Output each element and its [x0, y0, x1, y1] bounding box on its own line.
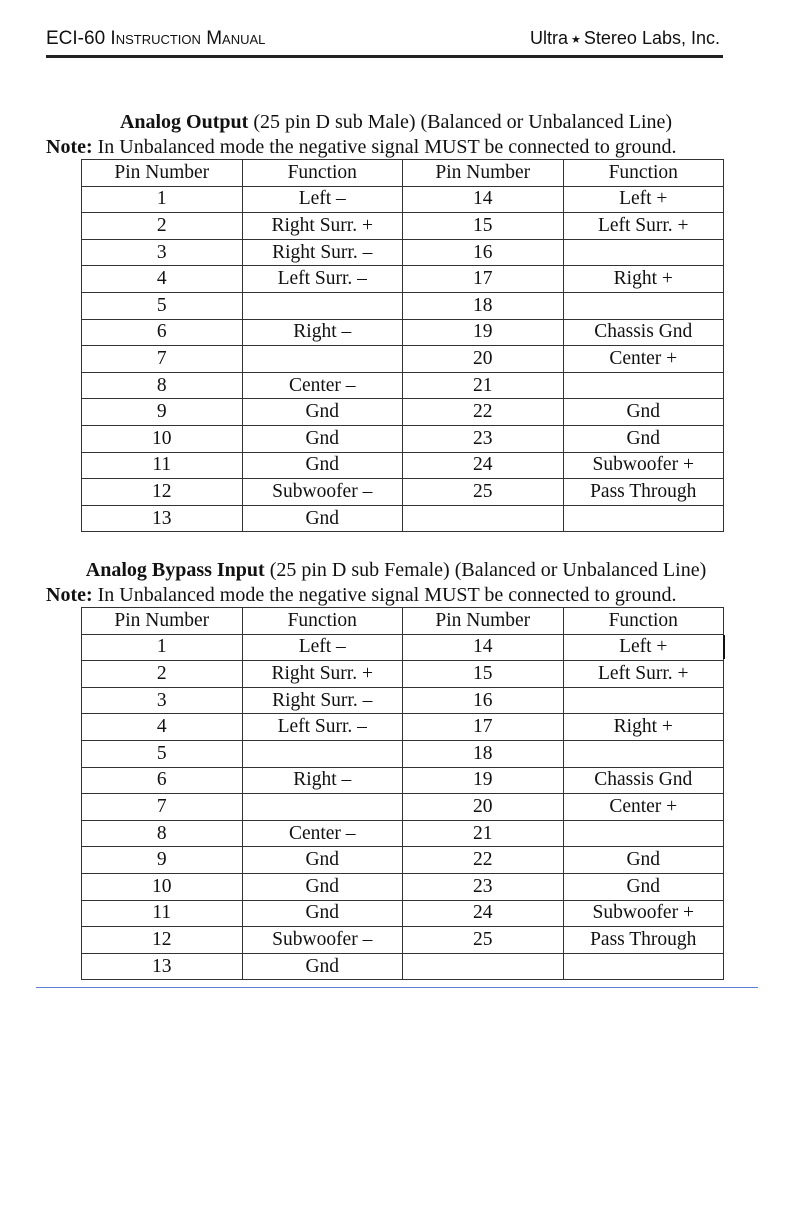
table-row	[82, 873, 724, 900]
pin-number-cell: 9	[82, 399, 243, 426]
table-row	[82, 661, 724, 688]
table-row	[82, 213, 724, 240]
pin-number-cell	[403, 505, 564, 532]
table-row	[82, 319, 724, 346]
table-row	[82, 847, 724, 874]
table-row	[82, 186, 724, 213]
column-header: Function	[242, 160, 403, 187]
section-title-analog-output	[0, 110, 792, 134]
section-note	[46, 583, 766, 607]
table-row	[82, 794, 724, 821]
function-cell: Chassis Gnd	[563, 319, 724, 346]
pin-number-cell: 16	[403, 687, 564, 714]
function-cell: Gnd	[563, 425, 724, 452]
footer-divider	[36, 987, 758, 988]
pin-number-cell: 21	[403, 820, 564, 847]
function-cell: Center +	[563, 346, 724, 373]
function-cell	[563, 740, 724, 767]
function-cell: Right +	[563, 266, 724, 293]
pin-number-cell: 13	[82, 505, 243, 532]
function-cell: Pass Through	[563, 479, 724, 506]
function-cell: Right Surr. +	[242, 661, 403, 688]
table-row	[82, 239, 724, 266]
table-row	[82, 767, 724, 794]
manual-title	[46, 28, 265, 50]
pin-number-cell	[403, 953, 564, 980]
doc-id: ECI-60	[46, 28, 106, 49]
function-cell: Center –	[242, 820, 403, 847]
table-row	[82, 452, 724, 479]
company-name	[530, 28, 720, 49]
pin-number-cell: 12	[82, 927, 243, 954]
function-cell: Gnd	[242, 953, 403, 980]
pin-number-cell: 20	[403, 794, 564, 821]
column-header: Function	[563, 608, 724, 635]
function-cell: Right +	[563, 714, 724, 741]
section-title-bold: Analog Output	[119, 111, 249, 133]
column-header: Pin Number	[403, 608, 564, 635]
pin-number-cell: 19	[403, 319, 564, 346]
pin-number-cell: 15	[403, 661, 564, 688]
table-header-row	[82, 160, 724, 187]
pin-number-cell: 18	[403, 740, 564, 767]
function-cell: Left Surr. +	[563, 661, 724, 688]
pin-number-cell: 22	[403, 399, 564, 426]
function-cell: Gnd	[242, 847, 403, 874]
table-row	[82, 634, 724, 661]
pin-number-cell: 4	[82, 714, 243, 741]
table-row	[82, 505, 724, 532]
table-row	[82, 714, 724, 741]
pin-number-cell: 15	[403, 213, 564, 240]
table-row	[82, 740, 724, 767]
table-row	[82, 372, 724, 399]
pin-number-cell: 8	[82, 372, 243, 399]
section-title-bold: Analog Bypass Input	[85, 559, 265, 581]
function-cell: Gnd	[563, 399, 724, 426]
pin-number-cell: 11	[82, 900, 243, 927]
pin-number-cell: 3	[82, 687, 243, 714]
note-label: Note:	[46, 584, 93, 606]
function-cell: Subwoofer +	[563, 452, 724, 479]
table-row	[82, 399, 724, 426]
table-row	[82, 687, 724, 714]
column-header: Pin Number	[82, 160, 243, 187]
function-cell: Gnd	[242, 900, 403, 927]
pin-number-cell: 16	[403, 239, 564, 266]
pin-number-cell: 21	[403, 372, 564, 399]
column-header: Pin Number	[403, 160, 564, 187]
pin-number-cell: 19	[403, 767, 564, 794]
function-cell: Gnd	[242, 452, 403, 479]
function-cell	[563, 820, 724, 847]
pin-number-cell: 14	[403, 186, 564, 213]
column-header: Function	[563, 160, 724, 187]
function-cell: Left +	[563, 186, 724, 213]
pin-number-cell: 6	[82, 319, 243, 346]
function-cell: Left +	[563, 634, 724, 661]
function-cell: Left Surr. –	[242, 266, 403, 293]
function-cell: Left –	[242, 634, 403, 661]
pin-number-cell: 3	[82, 239, 243, 266]
note-text: In Unbalanced mode the negative signal MUST be connected to ground.	[92, 584, 677, 606]
function-cell	[242, 292, 403, 319]
pin-number-cell: 1	[82, 186, 243, 213]
function-cell: Left –	[242, 186, 403, 213]
function-cell: Gnd	[563, 847, 724, 874]
pin-number-cell: 20	[403, 346, 564, 373]
note-label: Note:	[46, 136, 93, 158]
function-cell	[563, 292, 724, 319]
table-row	[82, 927, 724, 954]
function-cell: Gnd	[242, 873, 403, 900]
pin-number-cell: 4	[82, 266, 243, 293]
table-row	[82, 479, 724, 506]
pin-number-cell: 11	[82, 452, 243, 479]
pin-table-analog-bypass-input	[81, 607, 724, 980]
function-cell: Left Surr. +	[563, 213, 724, 240]
function-cell: Subwoofer –	[242, 927, 403, 954]
pin-number-cell: 12	[82, 479, 243, 506]
table-row	[82, 953, 724, 980]
table-row	[82, 346, 724, 373]
function-cell: Right Surr. –	[242, 687, 403, 714]
pin-number-cell: 5	[82, 292, 243, 319]
function-cell: Gnd	[242, 425, 403, 452]
page-header	[46, 26, 723, 58]
function-cell: Right –	[242, 319, 403, 346]
pin-number-cell: 23	[403, 873, 564, 900]
pin-number-cell: 13	[82, 953, 243, 980]
pin-number-cell: 8	[82, 820, 243, 847]
function-cell	[242, 740, 403, 767]
function-cell: Left Surr. –	[242, 714, 403, 741]
function-cell: Pass Through	[563, 927, 724, 954]
pin-number-cell: 10	[82, 873, 243, 900]
pin-number-cell: 9	[82, 847, 243, 874]
pin-number-cell: 17	[403, 714, 564, 741]
function-cell	[563, 372, 724, 399]
pin-number-cell: 10	[82, 425, 243, 452]
company-suffix: Stereo Labs, Inc.	[583, 28, 720, 48]
section-note	[46, 135, 766, 159]
pin-number-cell: 6	[82, 767, 243, 794]
star-icon: ★	[571, 34, 581, 46]
function-cell: Chassis Gnd	[563, 767, 724, 794]
function-cell	[242, 794, 403, 821]
pin-number-cell: 2	[82, 661, 243, 688]
function-cell	[563, 239, 724, 266]
function-cell	[242, 346, 403, 373]
function-cell	[563, 953, 724, 980]
doc-title: Instruction Manual	[110, 28, 266, 49]
pin-number-cell: 25	[403, 927, 564, 954]
pin-number-cell: 17	[403, 266, 564, 293]
function-cell: Subwoofer –	[242, 479, 403, 506]
text-cursor	[723, 635, 725, 659]
function-cell: Subwoofer +	[563, 900, 724, 927]
function-cell: Gnd	[563, 873, 724, 900]
pin-table-analog-output	[81, 159, 724, 532]
pin-number-cell: 23	[403, 425, 564, 452]
function-cell: Center –	[242, 372, 403, 399]
table-row	[82, 425, 724, 452]
section-title-analog-bypass-input	[0, 558, 792, 582]
pin-number-cell: 7	[82, 794, 243, 821]
section-title-rest: (25 pin D sub Female) (Balanced or Unbalanced Line)	[264, 559, 707, 581]
table-header-row	[82, 608, 724, 635]
pin-number-cell: 18	[403, 292, 564, 319]
table-row	[82, 292, 724, 319]
pin-number-cell: 7	[82, 346, 243, 373]
column-header: Function	[242, 608, 403, 635]
function-cell	[563, 687, 724, 714]
function-cell: Right Surr. +	[242, 213, 403, 240]
table-row	[82, 820, 724, 847]
pin-number-cell: 1	[82, 634, 243, 661]
pin-number-cell: 24	[403, 452, 564, 479]
function-cell: Right –	[242, 767, 403, 794]
function-cell: Gnd	[242, 505, 403, 532]
table-row	[82, 266, 724, 293]
pin-number-cell: 22	[403, 847, 564, 874]
column-header: Pin Number	[82, 608, 243, 635]
pin-number-cell: 24	[403, 900, 564, 927]
function-cell	[563, 505, 724, 532]
function-cell: Gnd	[242, 399, 403, 426]
company-prefix: Ultra	[530, 28, 569, 48]
pin-number-cell: 5	[82, 740, 243, 767]
section-title-rest: (25 pin D sub Male) (Balanced or Unbalanced Line)	[248, 111, 673, 133]
pin-number-cell: 2	[82, 213, 243, 240]
function-cell: Center +	[563, 794, 724, 821]
pin-number-cell: 25	[403, 479, 564, 506]
pin-number-cell: 14	[403, 634, 564, 661]
function-cell: Right Surr. –	[242, 239, 403, 266]
note-text: In Unbalanced mode the negative signal MUST be connected to ground.	[92, 136, 677, 158]
table-row	[82, 900, 724, 927]
